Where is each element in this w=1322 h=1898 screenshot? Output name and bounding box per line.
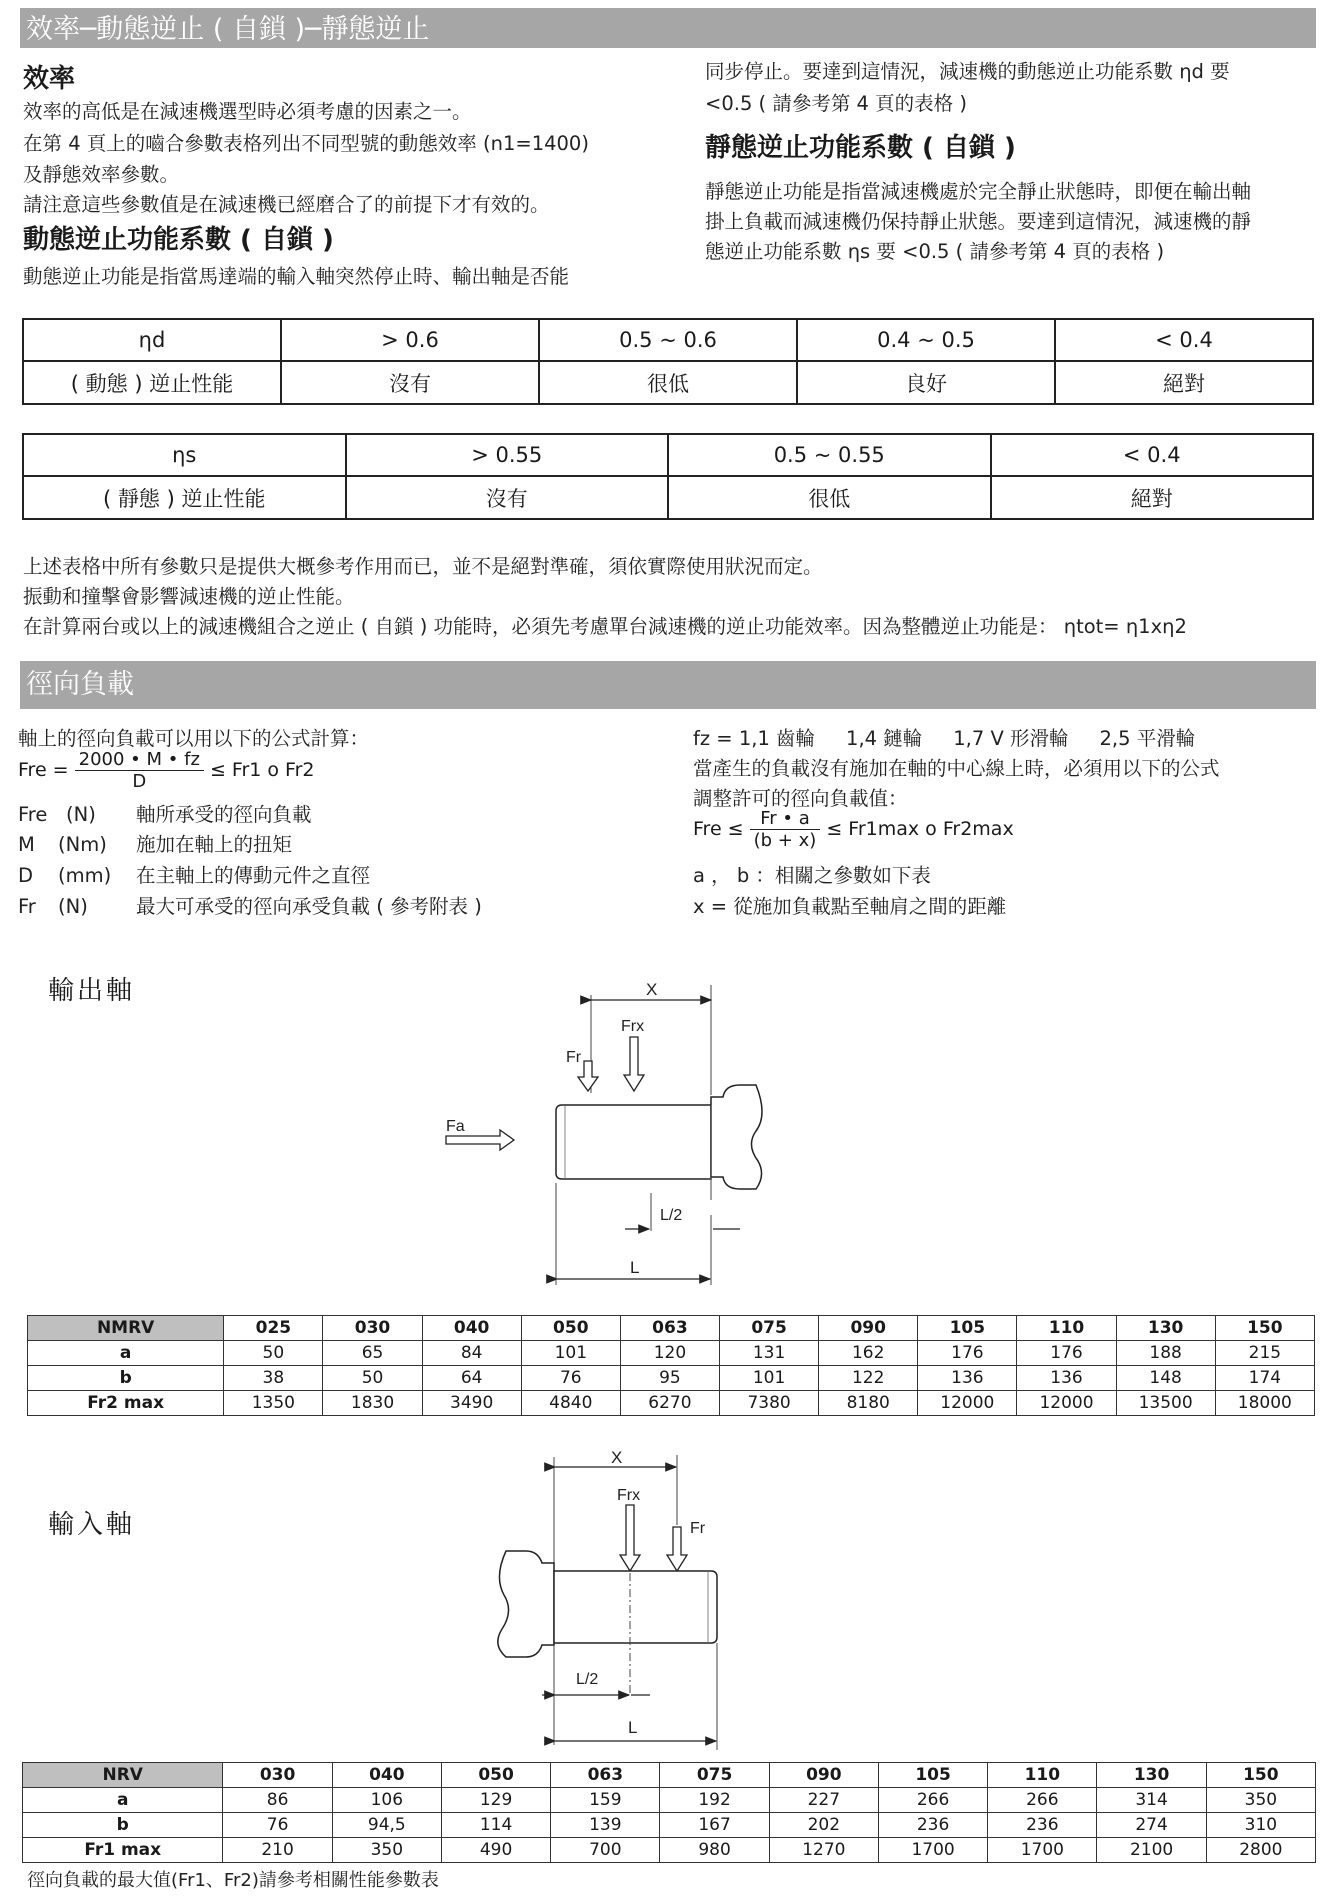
x-line: x = 從施加負載點至軸肩之間的距離: [693, 895, 1007, 918]
section-efficiency-header: [20, 8, 1316, 48]
formula-rhs: ≤ Fr1 o Fr2: [209, 759, 315, 781]
table-cell: 188: [1116, 1341, 1215, 1366]
table-cell: ( 靜態 ) 逆止性能: [23, 476, 346, 519]
output-shaft-label: 輸出軸: [48, 976, 136, 1006]
table-cell: 202: [769, 1813, 878, 1838]
row-label: a: [23, 1788, 223, 1813]
adjust-line: 當產生的負載沒有施加在軸的中心線上時，必須用以下的公式: [693, 757, 1220, 780]
formula-fre: [18, 749, 315, 792]
input-shaft-body: [554, 1571, 717, 1643]
table-cell: 絕對: [1055, 361, 1313, 404]
table-cell: 94,5: [332, 1813, 441, 1838]
input-housing: [498, 1551, 554, 1657]
table-cell: 1830: [323, 1391, 422, 1416]
table-cell: 131: [720, 1341, 819, 1366]
table-cell: 162: [819, 1341, 918, 1366]
table-row: [28, 1366, 1315, 1391]
output-hub: [711, 1085, 762, 1189]
table-header-size: 150: [1206, 1763, 1315, 1788]
input-dim-x: X: [611, 1448, 623, 1467]
table-cell: 76: [223, 1813, 332, 1838]
table-header-model: NMRV: [28, 1316, 224, 1341]
table-cell: ηs: [23, 434, 346, 476]
table-cell: 159: [551, 1788, 660, 1813]
row-label: Fr1 max: [23, 1838, 223, 1863]
table-header-size: 105: [918, 1316, 1017, 1341]
note-line: 振動和撞擊會影響減速機的逆止性能。: [23, 585, 355, 608]
table-cell: > 0.6: [281, 319, 539, 361]
table-row: [23, 1813, 1316, 1838]
table-cell: 3490: [422, 1391, 521, 1416]
table-header-size: 110: [988, 1763, 1097, 1788]
table-cell: 18000: [1215, 1391, 1314, 1416]
table-cell: 101: [720, 1366, 819, 1391]
output-shaft-diagram: [430, 975, 770, 1295]
table-cell: < 0.4: [1055, 319, 1313, 361]
table-cell: 106: [332, 1788, 441, 1813]
formula-numerator: Fr • a: [750, 808, 821, 830]
table-cell: 84: [422, 1341, 521, 1366]
note-line: 在計算兩台或以上的減速機組合之逆止 ( 自鎖 ) 功能時，必須先考慮單台減速機的逆止功能效率。因為整體逆止功能是： ηtot= η1xη2: [23, 615, 1187, 638]
fr-arrow: [667, 1527, 687, 1571]
efficiency-line: 請注意這些參數值是在減速機已經磨合了的前提下才有效的。: [23, 193, 550, 216]
table-cell: > 0.55: [346, 434, 669, 476]
table-header-size: 150: [1215, 1316, 1314, 1341]
table-cell: 1350: [224, 1391, 323, 1416]
row-label: a: [28, 1341, 224, 1366]
output-force-frx: Frx: [621, 1018, 645, 1035]
table-header-model: NRV: [23, 1763, 223, 1788]
table-header-size: 130: [1116, 1316, 1215, 1341]
table-cell: 174: [1215, 1366, 1314, 1391]
dynamic-self-locking-table: [22, 318, 1314, 405]
formula-lhs: Fre ≤: [693, 818, 744, 840]
radial-intro: 軸上的徑向負載可以用以下的公式計算：: [18, 727, 370, 750]
row-label: Fr2 max: [28, 1391, 224, 1416]
table-header-size: 090: [819, 1316, 918, 1341]
table-cell: 沒有: [346, 476, 669, 519]
def-fre: Fre (N) 軸所承受的徑向負載: [18, 803, 312, 826]
static-line: 掛上負載而減速機仍保持靜止狀態。要達到這情況，減速機的靜: [705, 210, 1252, 233]
table-row: [23, 1838, 1316, 1863]
table-cell: 76: [521, 1366, 620, 1391]
table-cell: 6270: [620, 1391, 719, 1416]
table-cell: 192: [660, 1788, 769, 1813]
output-force-fr: Fr: [566, 1049, 582, 1066]
input-force-fr: Fr: [690, 1520, 706, 1537]
table-cell: 266: [878, 1788, 987, 1813]
table-row: [28, 1391, 1315, 1416]
output-dim-l2: L/2: [660, 1207, 683, 1224]
table-row: [23, 1788, 1316, 1813]
table-cell: 50: [224, 1341, 323, 1366]
table-cell: 1270: [769, 1838, 878, 1863]
table-cell: 176: [1017, 1341, 1116, 1366]
formula-rhs: ≤ Fr1max o Fr2max: [826, 818, 1014, 840]
table-cell: ( 動態 ) 逆止性能: [23, 361, 281, 404]
table-cell: 50: [323, 1366, 422, 1391]
table-cell: 12000: [1017, 1391, 1116, 1416]
table-header-size: 130: [1097, 1763, 1206, 1788]
table-cell: 210: [223, 1838, 332, 1863]
def-m: M (Nm) 施加在軸上的扭矩: [18, 833, 293, 856]
table-cell: 310: [1206, 1813, 1315, 1838]
input-force-frx: Frx: [617, 1487, 641, 1504]
table-header-size: 063: [551, 1763, 660, 1788]
row-label: b: [28, 1366, 224, 1391]
table-cell: 120: [620, 1341, 719, 1366]
input-shaft-diagram: [490, 1445, 730, 1760]
table-cell: 1700: [988, 1838, 1097, 1863]
ab-line: a ， b ：相關之參數如下表: [693, 864, 931, 887]
table-cell: 274: [1097, 1813, 1206, 1838]
table-row: [28, 1341, 1315, 1366]
adjust-line: 調整許可的徑向負載值：: [693, 787, 908, 810]
table-cell: 64: [422, 1366, 521, 1391]
table-cell: 0.5 ~ 0.55: [668, 434, 991, 476]
table-cell: 980: [660, 1838, 769, 1863]
efficiency-line: 效率的高低是在減速機選型時必須考慮的因素之一。: [23, 100, 472, 123]
table-cell: 136: [918, 1366, 1017, 1391]
table-cell: < 0.4: [991, 434, 1314, 476]
table-cell: 12000: [918, 1391, 1017, 1416]
efficiency-line: 在第 4 頁上的嚙合參數表格列出不同型號的動態效率 (n1=1400): [23, 132, 589, 155]
table-cell: 114: [441, 1813, 550, 1838]
table-cell: 1700: [878, 1838, 987, 1863]
formula-denominator: D: [132, 771, 147, 792]
table-cell: 4840: [521, 1391, 620, 1416]
table-header-size: 040: [332, 1763, 441, 1788]
table-cell: 236: [878, 1813, 987, 1838]
table-header-size: 030: [223, 1763, 332, 1788]
output-dim-l: L: [630, 1258, 640, 1277]
efficiency-heading: 效率: [23, 64, 76, 94]
table-cell: 良好: [797, 361, 1055, 404]
table-cell: 314: [1097, 1788, 1206, 1813]
static-self-locking-table: [22, 433, 1314, 520]
table-cell: 7380: [720, 1391, 819, 1416]
frx-arrow: [620, 1505, 640, 1571]
input-shaft-label: 輸入軸: [48, 1510, 136, 1540]
table-header-size: 040: [422, 1316, 521, 1341]
def-d: D (mm) 在主軸上的傳動元件之直徑: [18, 864, 371, 887]
table-cell: 350: [1206, 1788, 1315, 1813]
table-cell: 2800: [1206, 1838, 1315, 1863]
section-radial-load-header: [20, 661, 1316, 709]
table-cell: 13500: [1116, 1391, 1215, 1416]
table-cell: 95: [620, 1366, 719, 1391]
nrv-table: [22, 1762, 1316, 1863]
table-cell: 38: [224, 1366, 323, 1391]
output-shaft-body: [556, 1105, 711, 1179]
static-line: 態逆止功能系數 ηs 要 <0.5 ( 請參考第 4 頁的表格 ): [705, 240, 1165, 263]
fz-line: fz = 1,1 齒輪 1,4 鏈輪 1,7 V 形滑輪 2,5 平滑輪: [693, 727, 1196, 750]
def-fr: Fr (N) 最大可承受的徑向承受負載 ( 參考附表 ): [18, 895, 482, 918]
dynamic-heading: 動態逆止功能系數 ( 自鎖 ): [23, 225, 334, 255]
table-cell: 0.5 ~ 0.6: [539, 319, 797, 361]
table-cell: 0.4 ~ 0.5: [797, 319, 1055, 361]
table-cell: 2100: [1097, 1838, 1206, 1863]
table-cell: 101: [521, 1341, 620, 1366]
static-heading: 靜態逆止功能系數 ( 自鎖 ): [705, 133, 1016, 163]
table-cell: 266: [988, 1788, 1097, 1813]
table-cell: 122: [819, 1366, 918, 1391]
table-header-size: 063: [620, 1316, 719, 1341]
table-cell: 65: [323, 1341, 422, 1366]
table-header-size: 110: [1017, 1316, 1116, 1341]
efficiency-line: 及靜態效率參數。: [23, 163, 180, 186]
input-dim-l2: L/2: [576, 1671, 599, 1688]
table-header-size: 075: [720, 1316, 819, 1341]
input-dim-l: L: [628, 1718, 638, 1737]
formula-fre-adjusted: [693, 808, 1014, 851]
frx-arrow: [624, 1037, 644, 1091]
table-header-size: 075: [660, 1763, 769, 1788]
table-cell: 8180: [819, 1391, 918, 1416]
dynamic-continued-line: <0.5 ( 請參考第 4 頁的表格 ): [705, 92, 967, 115]
note-line: 上述表格中所有參數只是提供大概參考作用而已，並不是絕對準確，須依實際使用狀況而定。: [23, 555, 823, 578]
table-cell: 136: [1017, 1366, 1116, 1391]
table-cell: 沒有: [281, 361, 539, 404]
table-cell: 700: [551, 1838, 660, 1863]
table-cell: 148: [1116, 1366, 1215, 1391]
formula-numerator: 2000 • M • fz: [75, 749, 204, 771]
table-cell: 167: [660, 1813, 769, 1838]
table-header-size: 030: [323, 1316, 422, 1341]
footer-note: 徑向負載的最大值(Fr1、Fr2)請參考相關性能參數表: [27, 1870, 439, 1891]
table-cell: ηd: [23, 319, 281, 361]
table-header-size: 050: [521, 1316, 620, 1341]
row-label: b: [23, 1813, 223, 1838]
table-header-size: 025: [224, 1316, 323, 1341]
table-cell: 490: [441, 1838, 550, 1863]
section-radial-load-title: 徑向負載: [26, 669, 134, 700]
section-efficiency-title: 效率─動態逆止 ( 自鎖 )─靜態逆止: [26, 14, 430, 45]
formula-lhs: Fre =: [18, 759, 69, 781]
table-cell: 129: [441, 1788, 550, 1813]
dynamic-continued-line: 同步停止。要達到這情況，減速機的動態逆止功能系數 ηd 要: [705, 60, 1230, 83]
table-cell: 215: [1215, 1341, 1314, 1366]
table-cell: 絕對: [991, 476, 1314, 519]
formula-denominator: (b + x): [753, 830, 817, 851]
output-force-fa: Fa: [446, 1118, 465, 1135]
output-dim-x: X: [646, 980, 658, 999]
table-cell: 236: [988, 1813, 1097, 1838]
table-header-size: 050: [441, 1763, 550, 1788]
nmrv-table: [27, 1315, 1315, 1416]
table-cell: 很低: [668, 476, 991, 519]
table-cell: 176: [918, 1341, 1017, 1366]
table-header-size: 105: [878, 1763, 987, 1788]
table-cell: 很低: [539, 361, 797, 404]
table-cell: 350: [332, 1838, 441, 1863]
static-line: 靜態逆止功能是指當減速機處於完全靜止狀態時，即便在輸出軸: [705, 180, 1252, 203]
table-cell: 139: [551, 1813, 660, 1838]
dynamic-line: 動態逆止功能是指當馬達端的輸入軸突然停止時、輸出軸是否能: [23, 265, 570, 288]
table-cell: 227: [769, 1788, 878, 1813]
table-header-size: 090: [769, 1763, 878, 1788]
table-cell: 86: [223, 1788, 332, 1813]
